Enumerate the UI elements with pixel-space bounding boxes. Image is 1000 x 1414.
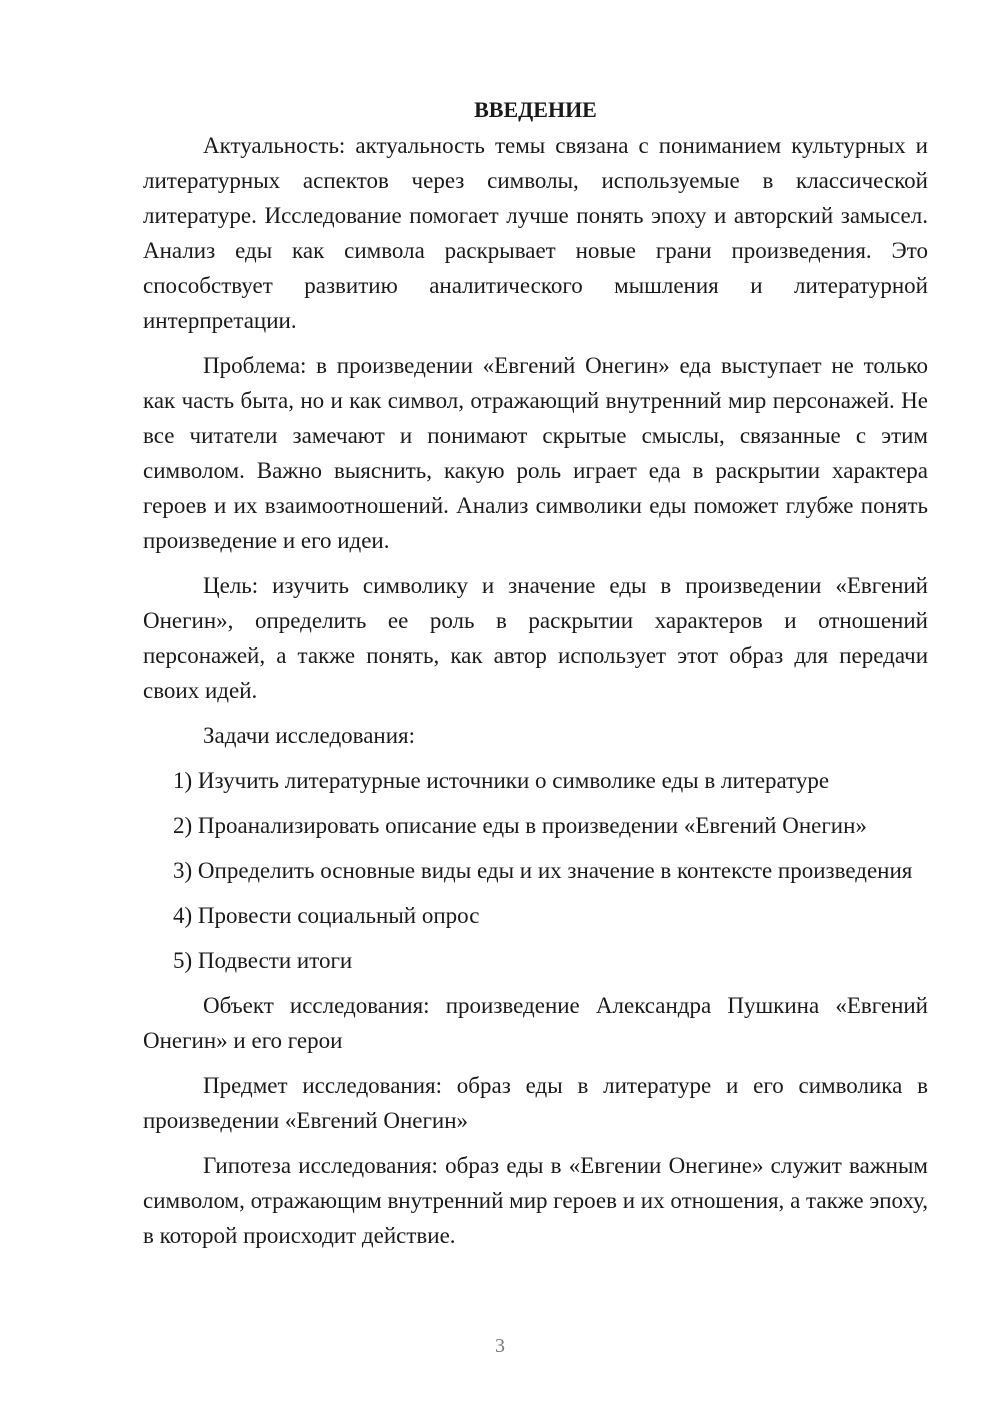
tasks-list — [143, 763, 928, 978]
page-title: ВВЕДЕНИЕ — [474, 97, 597, 122]
problem-paragraph: Проблема: в произведении «Евгений Онегин» еда выступает не только как часть быта, но и как символ, отражающий внутренний мир персонажей. Не все читатели замечают и понимают скрытые смыслы, связанные с этим символом. Важно выяснить, какую роль играет еда в раскрытии характера героев и их взаимоотношений. Анализ символики еды поможет глубже понять произведение и его идеи. — [143, 353, 928, 553]
subject-paragraph: Предмет исследования: образ еды в литературе и его символика в произведении «Евгений Онегин» — [143, 1073, 928, 1133]
hypothesis-paragraph: Гипотеза исследования: образ еды в «Евгении Онегине» служит важным символом, отражающим внутренний мир героев и их отношения, а также эпоху, в которой происходит действие. — [143, 1153, 928, 1248]
relevance-paragraph: Актуальность: актуальность темы связана с пониманием культурных и литературных аспектов через символы, используемые в классической литературе. Исследование помогает лучше понять эпоху и авторский замысел. Анализ еды как символа раскрывает новые грани произведения. Это способствует развитию аналитического мышления и литературной интерпретации. — [143, 133, 928, 333]
task-item: 5) Подвести итоги — [173, 948, 353, 973]
document-page — [143, 92, 928, 1253]
task-item: 4) Провести социальный опрос — [173, 903, 480, 928]
tasks-heading: Задачи исследования: — [203, 723, 416, 748]
task-item: 1) Изучить литературные источники о символике еды в литературе — [173, 768, 830, 793]
goal-paragraph: Цель: изучить символику и значение еды в произведении «Евгений Онегин», определить ее роль в раскрытии характеров и отношений персонажей, а также понять, как автор использует этот образ для передачи своих идей. — [143, 573, 928, 703]
page-number: 3 — [495, 1335, 505, 1357]
task-item: 3) Определить основные виды еды и их значение в контексте произведения — [173, 858, 913, 883]
object-paragraph: Объект исследования: произведение Александра Пушкина «Евгений Онегин» и его герои — [143, 993, 928, 1053]
task-item: 2) Проанализировать описание еды в произведении «Евгений Онегин» — [173, 813, 867, 838]
